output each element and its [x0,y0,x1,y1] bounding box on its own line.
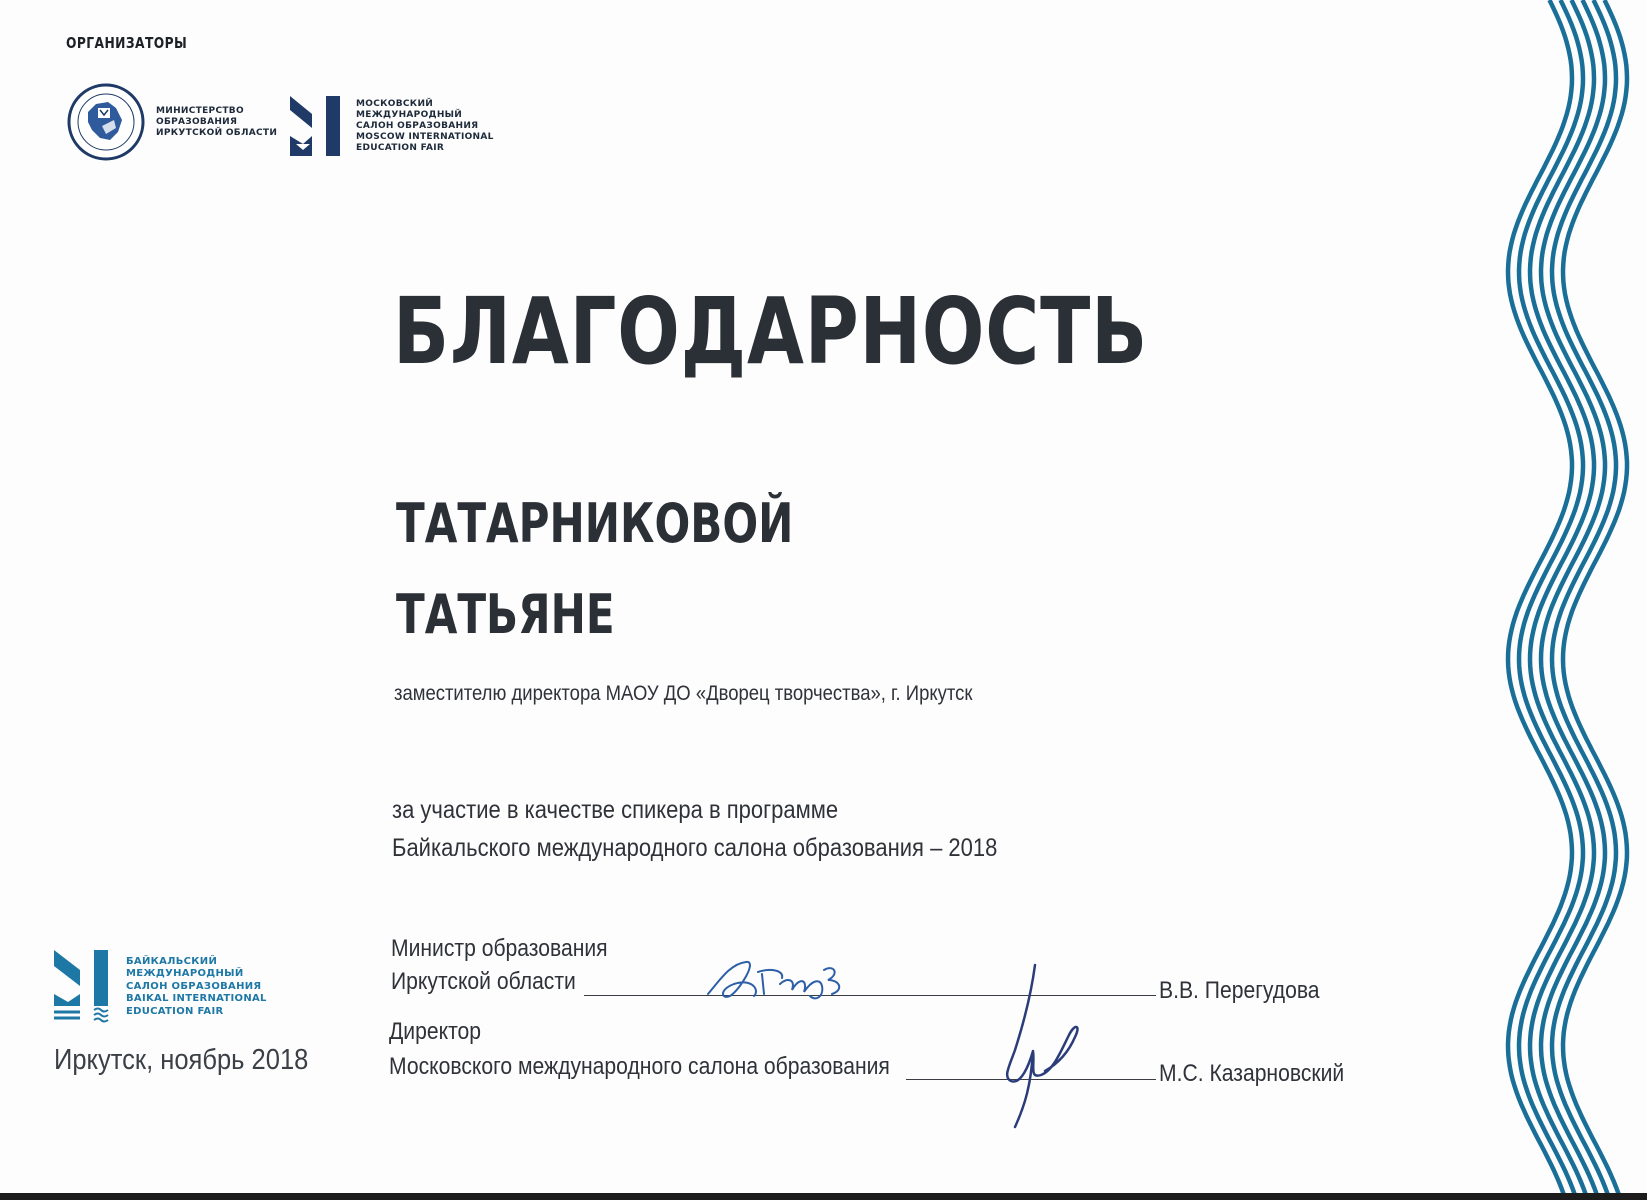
city-date: Иркутск, ноябрь 2018 [54,1044,309,1076]
baikal-logo-icon [54,950,112,1024]
wave-stripe [1519,0,1583,1200]
organizers-label: ОРГАНИЗАТОРЫ [66,34,188,52]
director-name: М.С. Казарновский [1159,1060,1345,1087]
certificate-title: БЛАГОДАРНОСТЬ [393,278,1148,385]
wave-decoration [1500,0,1640,1200]
baikal-logo [54,950,267,1024]
mmso-logo [290,96,494,156]
baikal-logo-line: БАЙКАЛЬСКИЙ [126,955,218,967]
ministry-logo-line: ИРКУТСКОЙ ОБЛАСТИ [156,127,278,138]
recipient-first-name: ТАТЬЯНЕ [396,583,615,646]
recipient-surname: ТАТАРНИКОВОЙ [396,492,794,555]
ministry-logo [66,82,277,162]
baikal-logo-line: EDUCATION FAIR [126,1005,224,1017]
mmso-logo-line: МОСКОВСКИЙ [356,98,434,109]
director-title: Московского международного салона образования [389,1053,890,1080]
signature-icon [985,955,1095,1135]
ministry-emblem-icon [66,82,146,162]
ministry-logo-line: МИНИСТЕРСТВО [156,105,244,116]
baikal-logo-line: МЕЖДУНАРОДНЫЙ [126,968,244,980]
mmso-logo-line: EDUCATION FAIR [356,142,445,153]
baikal-logo-line: BAIKAL INTERNATIONAL [126,993,267,1005]
reason-line: Байкальского международного салона образования – 2018 [392,834,998,862]
recipient-position: заместителю директора МАОУ ДО «Дворец творчества», г. Иркутск [394,682,973,705]
minister-name: В.В. Перегудова [1159,977,1320,1004]
reason-line: за участие в качестве спикера в программе [392,796,839,824]
scan-bottom-edge [0,1193,1647,1200]
mmso-logo-line: МЕЖДУНАРОДНЫЙ [356,109,463,120]
wave-stripe [1508,0,1572,1200]
director-title: Директор [389,1018,482,1045]
minister-title: Иркутской области [391,968,576,995]
mmso-logo-line: САЛОН ОБРАЗОВАНИЯ [356,120,479,131]
ministry-logo-line: ОБРАЗОВАНИЯ [156,116,238,127]
mmso-logo-line: MOSCOW INTERNATIONAL [356,131,494,142]
signature-icon [700,950,860,1010]
baikal-logo-line: САЛОН ОБРАЗОВАНИЯ [126,980,262,992]
mmso-logo-icon [290,96,342,156]
minister-title: Министр образования [391,935,608,962]
